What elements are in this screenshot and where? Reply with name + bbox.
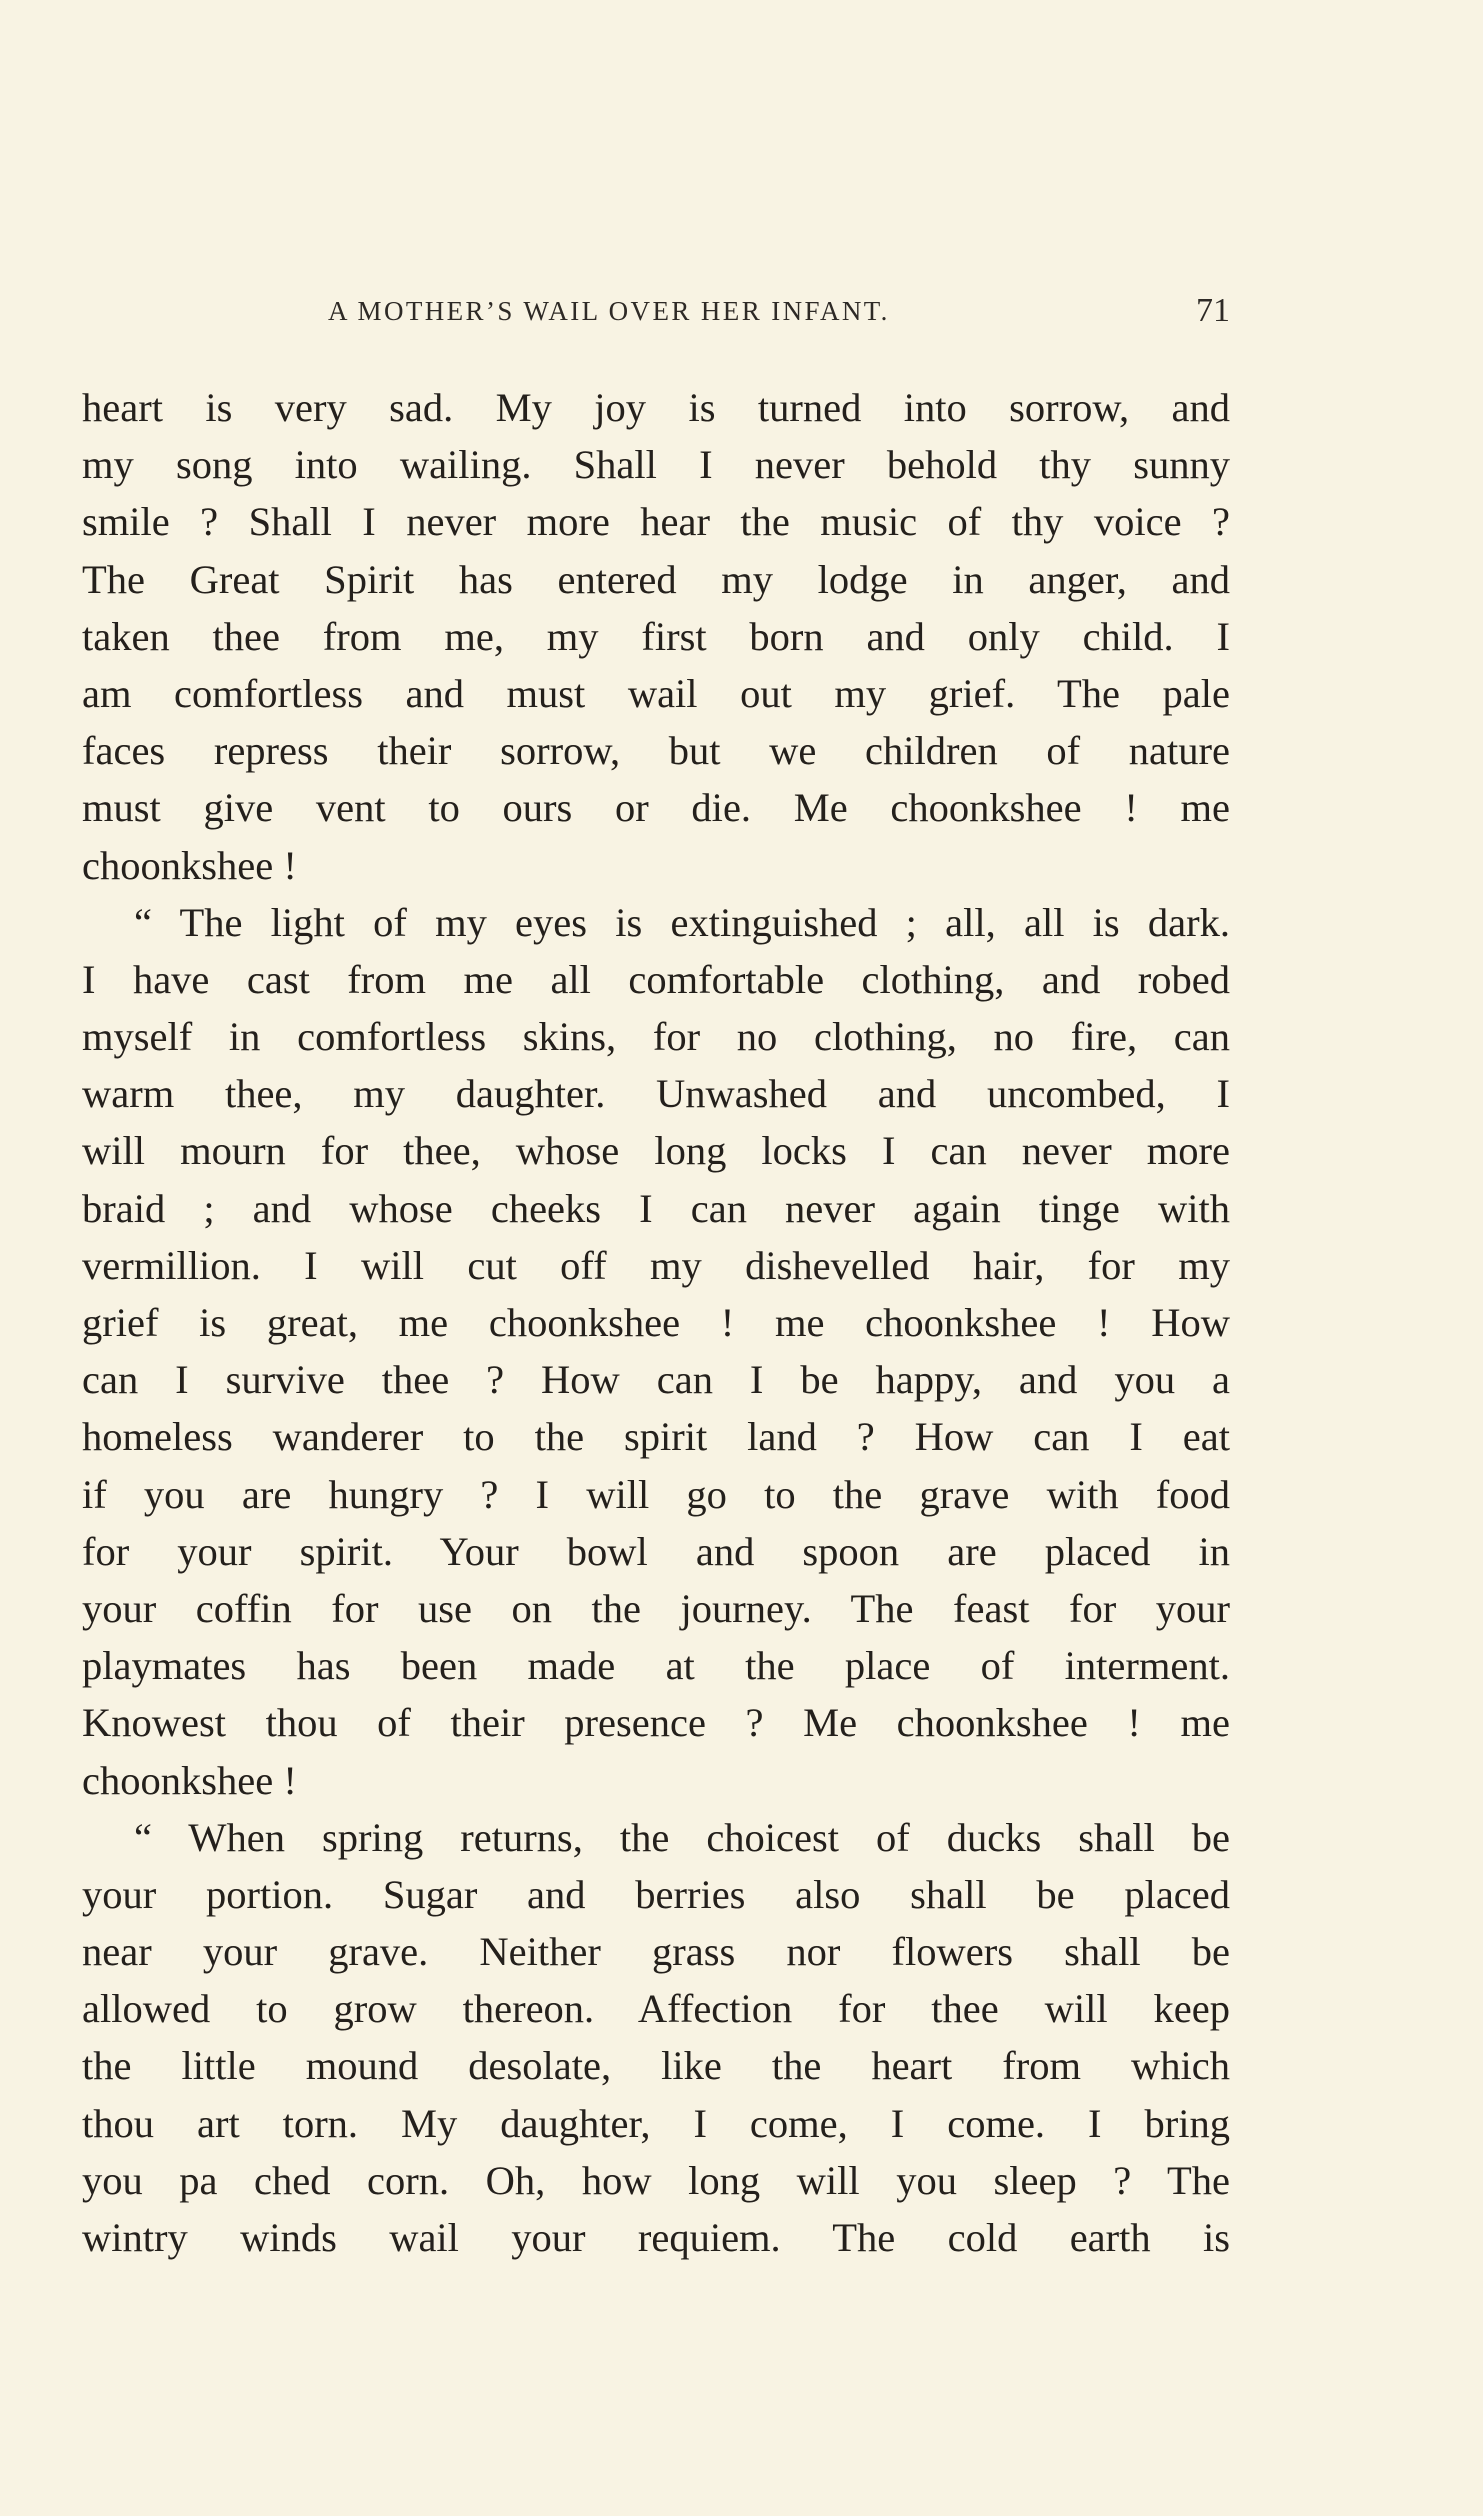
text-line: my song into wailing. Shall I never behold thy sunny <box>82 442 1230 488</box>
text-line: near your grave. Neither grass nor flowers shall be <box>82 1929 1230 1975</box>
text-line: am comfortless and must wail out my grief. The pale <box>82 670 1230 716</box>
text-line: choonkshee ! <box>82 1757 297 1803</box>
text-line: vermillion. I will cut off my dishevelled hair, for my <box>82 1242 1230 1288</box>
text-line: allowed to grow thereon. Affection for thee will keep <box>82 1986 1230 2032</box>
text-line: choonkshee ! <box>82 842 297 888</box>
text-line: taken thee from me, my first born and only child. I <box>82 613 1230 659</box>
text-line: warm thee, my daughter. Unwashed and uncombed, I <box>82 1071 1230 1117</box>
text-line: must give vent to ours or die. Me choonkshee ! me <box>82 785 1230 831</box>
text-line: your coffin for use on the journey. The feast for your <box>82 1585 1230 1631</box>
text-line: for your spirit. Your bowl and spoon are placed in <box>82 1528 1230 1574</box>
text-line: thou art torn. My daughter, I come, I come. I bring <box>82 2100 1230 2146</box>
text-line: grief is great, me choonkshee ! me choonkshee ! How <box>82 1300 1230 1345</box>
text-line: braid ; and whose cheeks I can never again tinge with <box>82 1185 1230 1231</box>
text-line: the little mound desolate, like the heart from which <box>82 2043 1230 2089</box>
text-line: heart is very sad. My joy is turned into sorrow, and <box>82 385 1230 430</box>
text-line: wintry winds wail your requiem. The cold earth is <box>82 2215 1230 2260</box>
text-line: playmates has been made at the place of interment. <box>82 1643 1230 1689</box>
running-header <box>82 292 1230 340</box>
text-line: Knowest thou of their presence ? Me choonkshee ! me <box>82 1700 1230 1746</box>
text-line: faces repress their sorrow, but we children of nature <box>82 728 1230 774</box>
text-line: I have cast from me all comfortable clothing, and robed <box>82 956 1230 1002</box>
running-title: A MOTHER’S WAIL OVER HER INFANT. <box>328 296 890 326</box>
body-text <box>82 379 1230 2266</box>
page-number: 71 <box>1196 292 1230 329</box>
text-line: your portion. Sugar and berries also shall be placed <box>82 1871 1230 1917</box>
paragraph-start-line: “ When spring returns, the choicest of ducks shall be <box>134 1814 1230 1860</box>
text-line: will mourn for thee, whose long locks I can never more <box>82 1128 1230 1174</box>
text-line: you pa ched corn. Oh, how long will you sleep ? The <box>82 2157 1230 2203</box>
text-line: if you are hungry ? I will go to the grave with food <box>82 1471 1230 1517</box>
text-line: can I survive thee ? How can I be happy, and you a <box>82 1357 1230 1403</box>
text-line: smile ? Shall I never more hear the music of thy voice ? <box>82 499 1230 545</box>
text-line: myself in comfortless skins, for no clothing, no fire, can <box>82 1014 1230 1060</box>
text-line: homeless wanderer to the spirit land ? How can I eat <box>82 1414 1230 1460</box>
text-line: The Great Spirit has entered my lodge in anger, and <box>82 556 1230 602</box>
paragraph-start-line: “ The light of my eyes is extinguished ; all, all is dark. <box>134 899 1230 945</box>
